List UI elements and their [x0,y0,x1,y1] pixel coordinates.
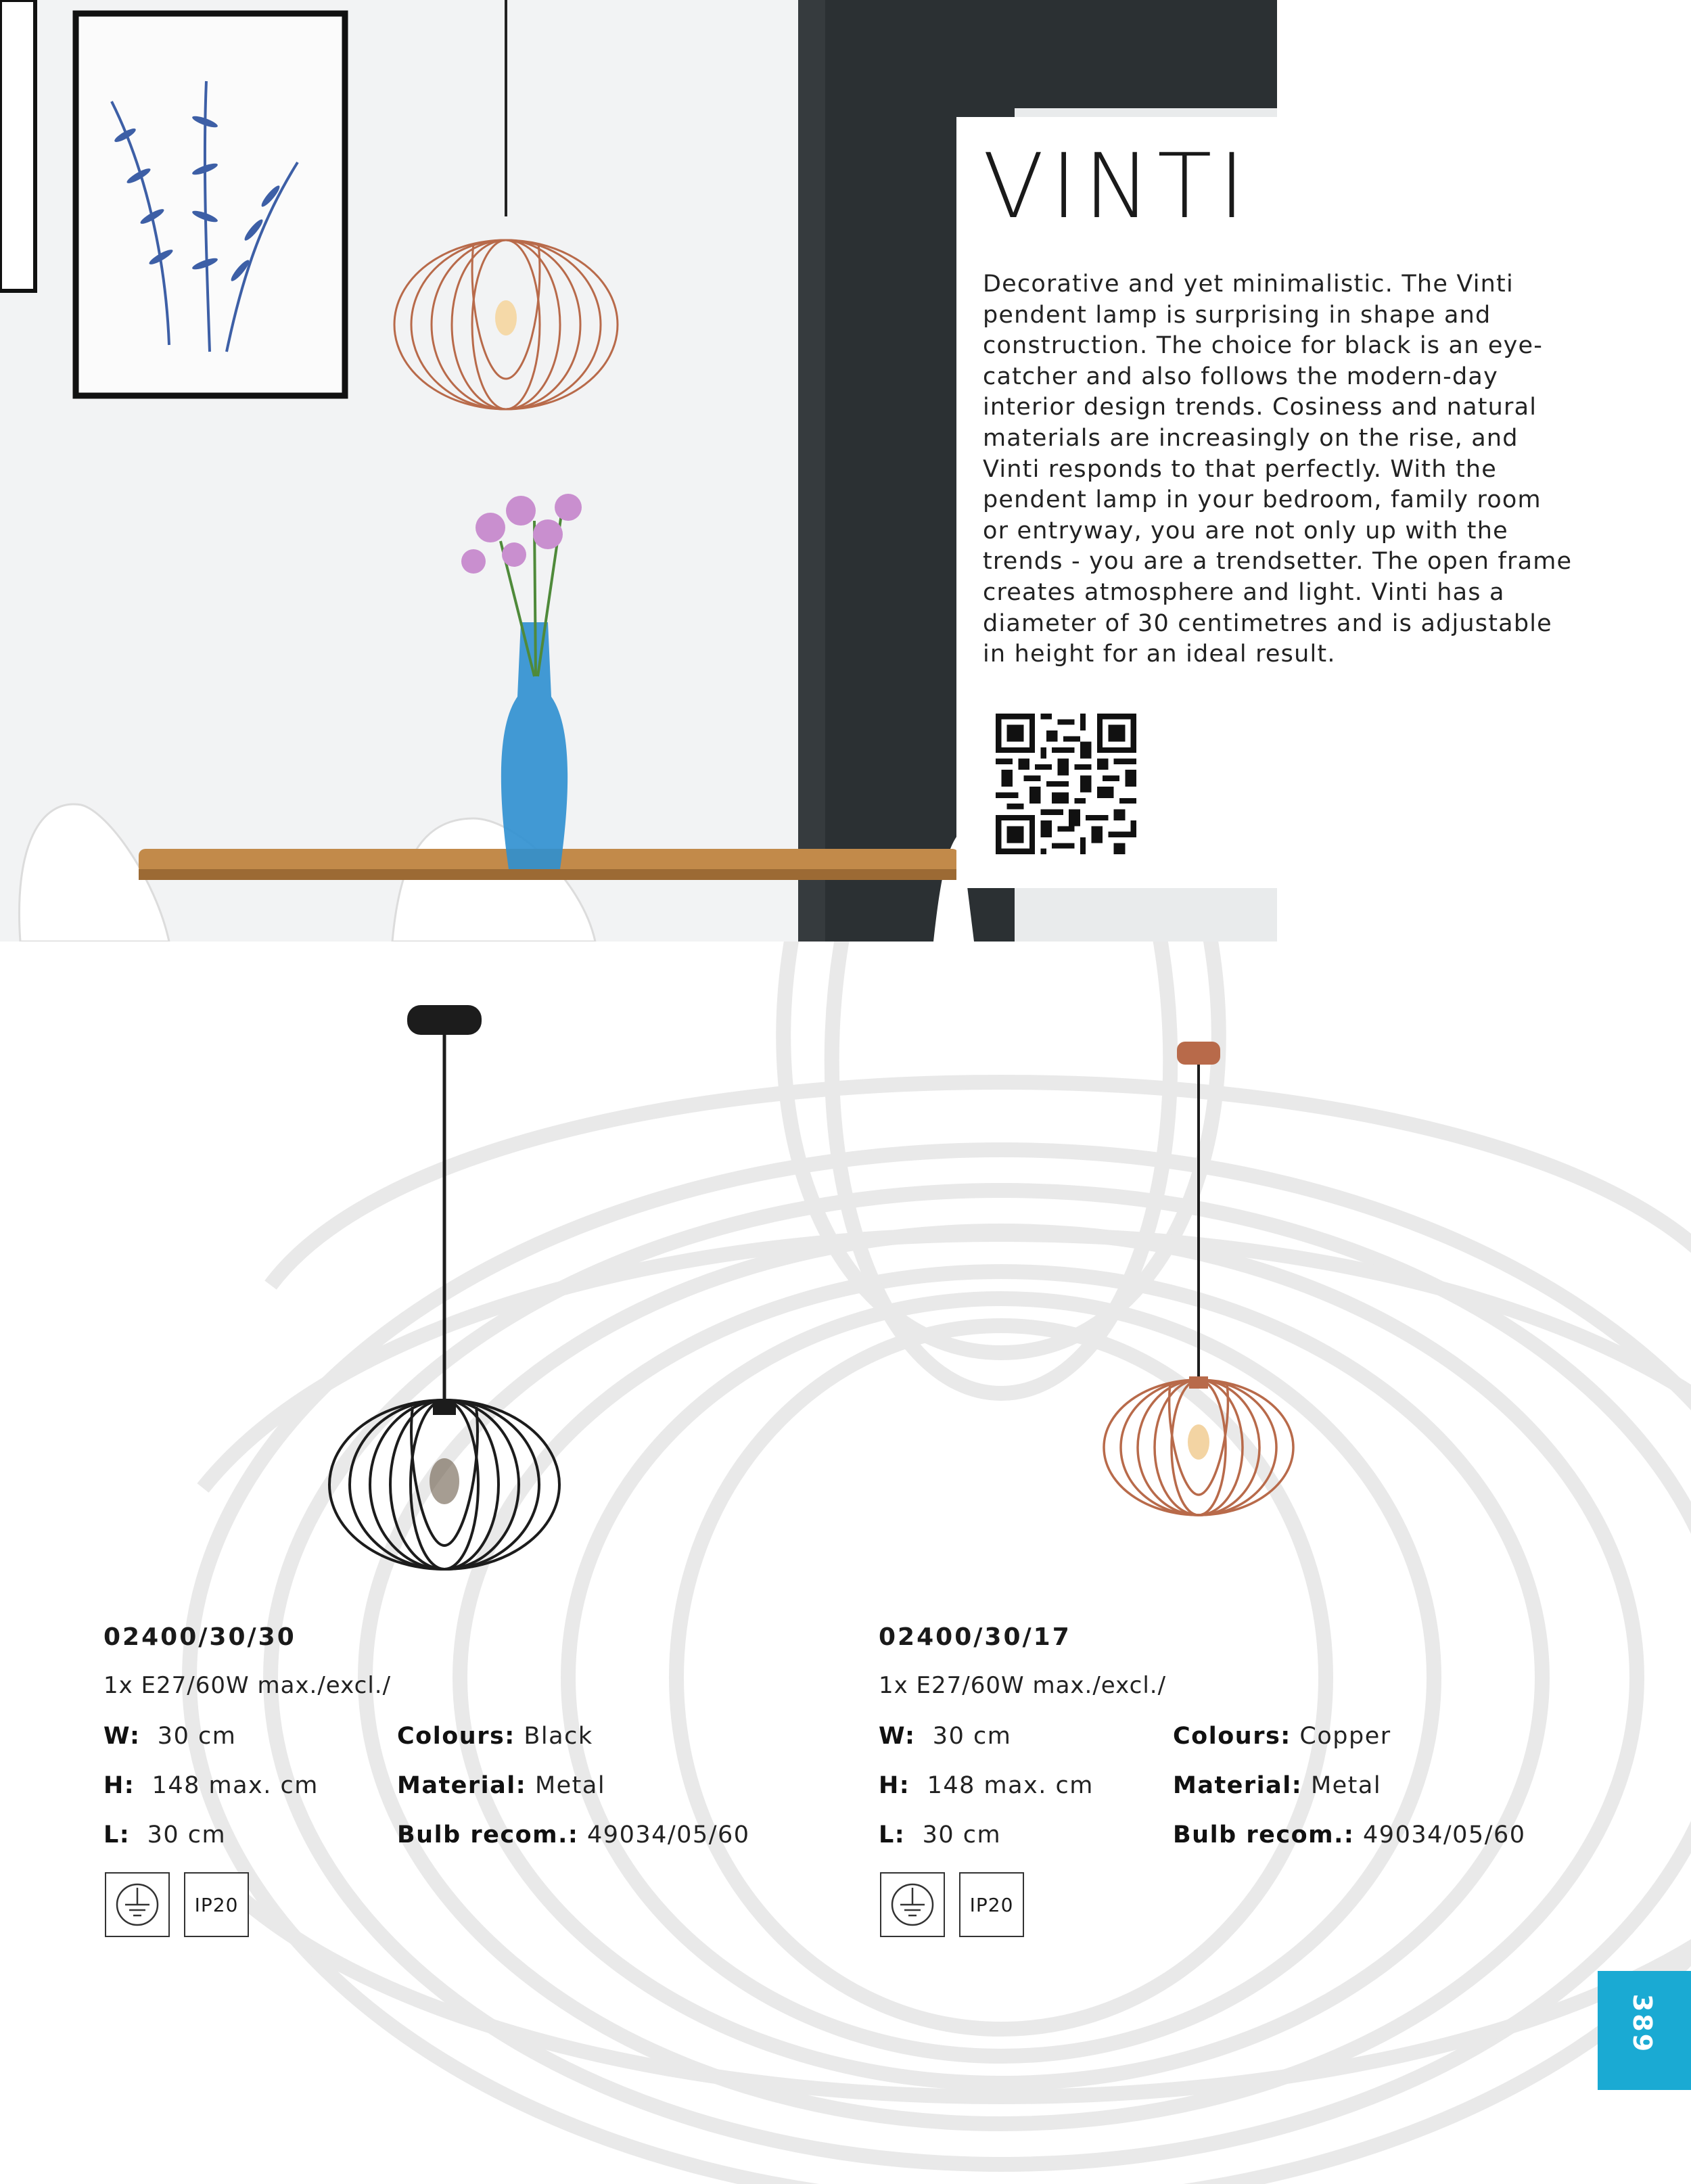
height-spec [103,1772,319,1799]
height-label: H: [103,1772,135,1799]
length-value: 30 cm [922,1821,1002,1849]
bulb-recom-label: Bulb recom.: [397,1821,579,1849]
material-label: Material: [1173,1772,1303,1799]
width-label: W: [879,1723,916,1750]
bulb-spec: 1x E27/60W max./excl./ [879,1672,1167,1699]
height-value: 148 max. cm [152,1772,319,1799]
page-title: VINTI [983,135,1252,239]
colours-label: Colours: [397,1723,515,1750]
material-value: Metal [1310,1772,1382,1799]
width-spec [103,1723,236,1750]
width-spec [879,1723,1011,1750]
material-spec [397,1772,605,1799]
width-value: 30 cm [932,1723,1012,1750]
bulb-recom-value: 49034/05/60 [587,1821,750,1849]
earth-ground-icon [105,1872,170,1937]
height-value: 148 max. cm [927,1772,1094,1799]
qr-code-icon[interactable] [996,714,1136,854]
ip20-badge [184,1872,249,1937]
material-spec [1173,1772,1381,1799]
bulb-recommendation-spec [1173,1821,1526,1849]
ip-rating-text: IP20 [969,1893,1014,1916]
ip-rating-text: IP20 [194,1893,239,1916]
length-spec [879,1821,1001,1849]
colours-spec [1173,1723,1391,1750]
colours-label: Colours: [1173,1723,1291,1750]
colours-value: Copper [1299,1723,1391,1750]
length-spec [103,1821,226,1849]
product-image-black-lamp [298,994,595,1589]
width-label: W: [103,1723,141,1750]
length-label: L: [879,1821,906,1849]
material-label: Material: [397,1772,527,1799]
material-value: Metal [534,1772,606,1799]
product-image-copper-lamp [1069,1028,1366,1542]
bulb-recom-value: 49034/05/60 [1363,1821,1526,1849]
bulb-recommendation-spec [397,1821,750,1849]
colours-value: Black [524,1723,593,1750]
product-description: Decorative and yet minimalistic. The Vinti pendent lamp is surprising in shape and construction. The choice for black is an eye- catcher and also follows the modern-day interior design trends. Cosiness and natural materials are increasingly on the rise, and Vinti responds to that perfectly. With the pendent lamp in your bedroom, family room or entryway, you are not only up with the trends - you are a trendsetter. The open frame creates atmosphere and light. Vinti has a diameter of 30 centimetres and is adjustable in height for an ideal result. [983,271,1573,668]
height-label: H: [879,1772,910,1799]
length-label: L: [103,1821,131,1849]
product-code: 02400/30/17 [879,1623,1071,1651]
bulb-recom-label: Bulb recom.: [1173,1821,1355,1849]
product-code: 02400/30/30 [103,1623,296,1651]
background-lamp-watermark [0,879,1691,2184]
height-spec [879,1772,1094,1799]
colours-spec [397,1723,593,1750]
ip20-badge [959,1872,1024,1937]
earth-ground-icon [880,1872,945,1937]
length-value: 30 cm [147,1821,227,1849]
width-value: 30 cm [157,1723,237,1750]
page-number: 389 [1627,1993,1657,2054]
bulb-spec: 1x E27/60W max./excl./ [103,1672,392,1699]
